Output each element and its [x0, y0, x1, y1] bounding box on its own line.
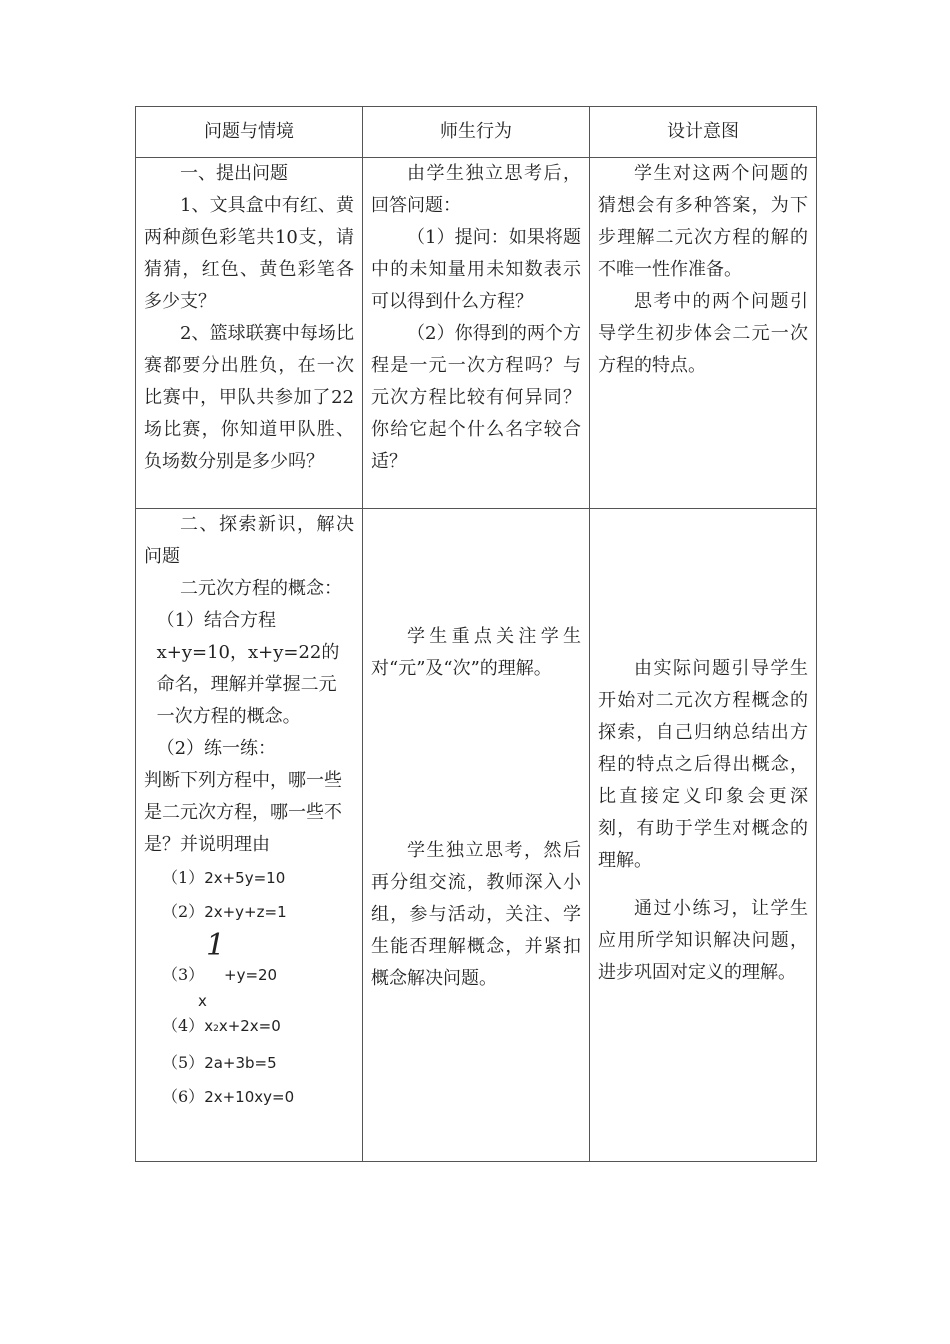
exercise-prompt: 判断下列方程中，哪一些是二元次方程，哪一些不是？并说明理由 — [144, 770, 342, 855]
equation-1: （1）2x+5y=10 — [162, 868, 286, 887]
concept-item-1: （1）结合方程x+y=10，x+y=22的命名，理解并掌握二元一次方程的概念。 — [156, 610, 340, 727]
equation-3-fraction: （3） 1 +y=20 x — [144, 929, 354, 1009]
fraction-denominator: x — [198, 992, 207, 1010]
equation-2: （2）2x+y+z=1 — [162, 902, 287, 921]
row-explore-new-knowledge — [136, 509, 817, 1162]
behavior-group-work: 学生独立思考，然后再分组交流，教师深入小组，参与活动，关注、学生能否理解概念，并紧扣概念解决问题。 — [371, 840, 581, 989]
cell-row2-problem — [136, 509, 363, 1162]
intent-text-2: 思考中的两个问题引导学生初步体会二元一次方程的特点。 — [598, 291, 808, 376]
section-heading-2: 二、探索新识，解决问题 — [144, 514, 354, 567]
cell-row2-behavior — [363, 509, 590, 1162]
equation-6: （6）2x+10xy=0 — [162, 1087, 295, 1106]
concept-item-2: （2）练一练： — [156, 738, 277, 759]
lesson-plan-table — [135, 106, 817, 1162]
cell-row2-intent — [590, 509, 817, 1162]
equation-5: （5）2a+3b=5 — [162, 1053, 277, 1072]
intent-text-1: 学生对这两个问题的猜想会有多种答案，为下步理解二元次方程的解的不唯一性作准备。 — [598, 163, 808, 280]
question-2: 2、篮球联赛中每场比赛都要分出胜负，在一次比赛中，甲队共参加了22场比赛，你知道甲队胜、负场数分别是多少吗？ — [144, 323, 354, 472]
section-heading-1: 一、提出问题 — [180, 163, 288, 184]
equation-4: （4）x2x+2x=0 — [162, 1016, 281, 1035]
intent-practice: 通过小练习，让学生应用所学知识解决问题，进步巩固对定义的理解。 — [598, 898, 808, 983]
cell-row1-behavior — [363, 158, 590, 509]
question-1: 1、文具盒中有红、黄两种颜色彩笔共10支，请猜猜，红色、黄色彩笔各多少支？ — [144, 195, 354, 312]
header-design-intent: 设计意图 — [590, 107, 817, 158]
concept-title: 二元次方程的概念： — [180, 578, 342, 599]
cell-row1-problem — [136, 158, 363, 509]
behavior-intro: 由学生独立思考后，回答问题： — [371, 163, 581, 216]
behavior-prompt-2: （2）你得到的两个方程是一元一次方程吗？与元次方程比较有何异同？你给它起个什么名字较合适？ — [371, 323, 581, 472]
header-row — [136, 107, 817, 158]
intent-concept-exploration: 由实际问题引导学生开始对二元次方程概念的探索，自己归纳总结出方程的特点之后得出概念，比直接定义印象会更深刻，有助于学生对概念的理解。 — [598, 658, 808, 871]
fraction-numerator: 1 — [206, 928, 226, 963]
behavior-focus: 学生重点关注学生对“元”及“次”的理解。 — [371, 626, 581, 679]
cell-row1-intent — [590, 158, 817, 509]
row-raise-problem — [136, 158, 817, 509]
header-problem-situation: 问题与情境 — [136, 107, 363, 158]
behavior-prompt-1: （1）提问：如果将题中的未知量用未知数表示可以得到什么方程？ — [371, 227, 581, 312]
header-teacher-student-behavior: 师生行为 — [363, 107, 590, 158]
